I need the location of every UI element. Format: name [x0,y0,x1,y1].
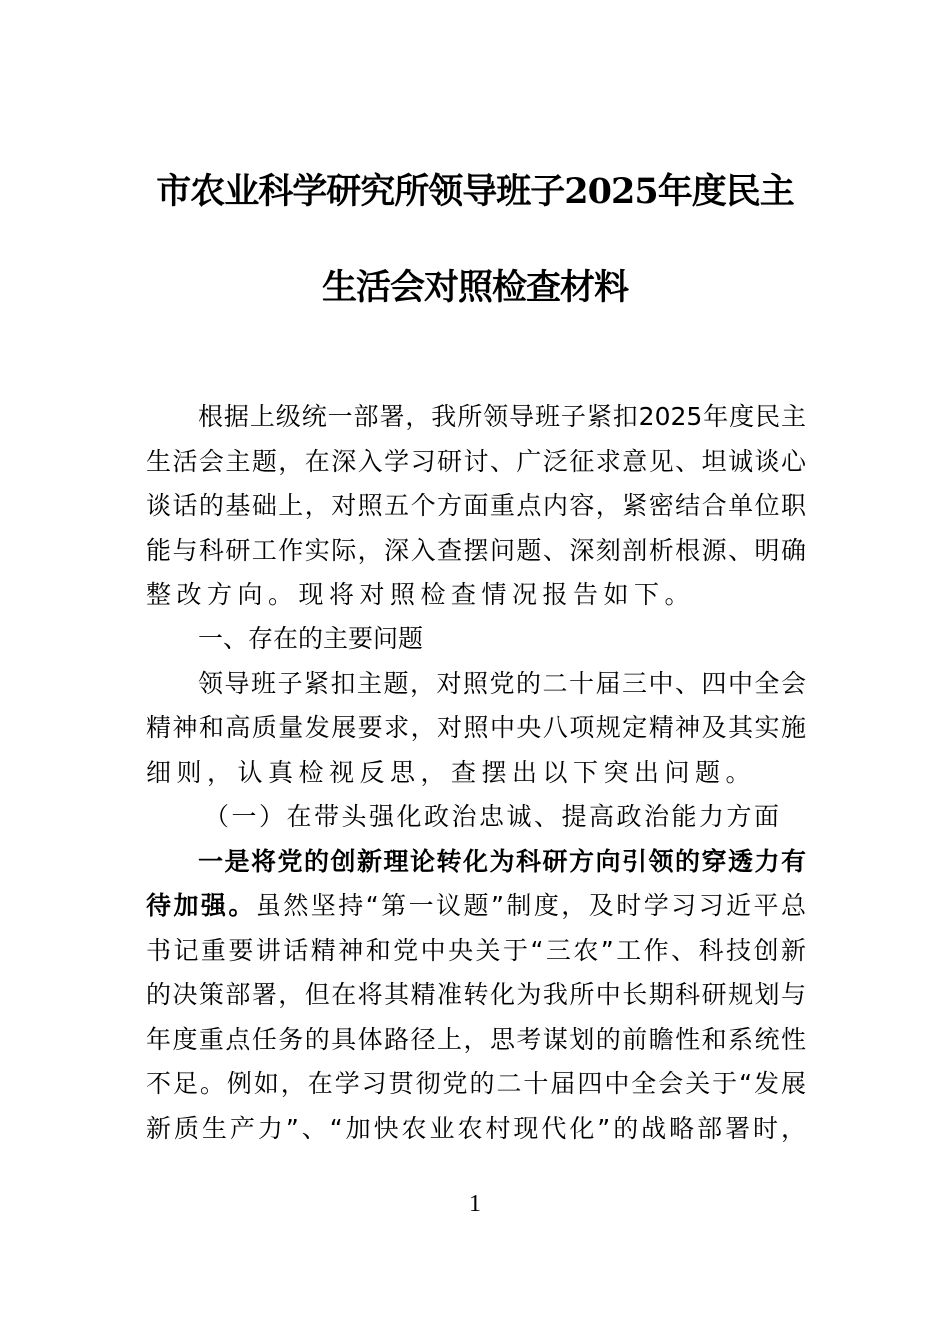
subsection-heading: （一）在带头强化政治忠诚、提高政治能力方面 [204,802,782,831]
intro-paragraph-line: 整改方向。现将对照检查情况报告如下。 [146,580,696,609]
point-paragraph-line: 书记重要讲话精神和党中央关于“三农”工作、科技创新 [146,936,806,965]
point-paragraph-text: 虽然坚持“第一议题”制度，及时学习习近平总 [255,891,806,920]
intro-paragraph-line: 生活会主题，在深入学习研讨、广泛征求意见、坦诚谈心 [146,447,806,476]
document-title-line-2: 生活会对照检查材料 [321,267,628,308]
point-paragraph-line: 新质生产力”、“加快农业农村现代化”的战略部署时， [146,1114,806,1143]
point-bold-heading-line: 一是将党的创新理论转化为科研方向引领的穿透力有 [198,847,806,876]
section-paragraph-line: 领导班子紧扣主题，对照党的二十届三中、四中全会 [198,669,806,698]
document-title-line-1: 市农业科学研究所领导班子2025年度民主 [156,171,794,212]
point-bold-heading-tail: 待加强。 [146,891,256,920]
point-paragraph-line: 年度重点任务的具体路径上，思考谋划的前瞻性和系统性 [146,1025,806,1054]
intro-paragraph-line: 根据上级统一部署，我所领导班子紧扣2025年度民主 [198,402,806,431]
intro-paragraph-line: 能与科研工作实际，深入查摆问题、深刻剖析根源、明确 [146,536,806,565]
intro-paragraph-line: 谈话的基础上，对照五个方面重点内容，紧密结合单位职 [146,491,806,520]
point-paragraph-line: 的决策部署，但在将其精准转化为我所中长期科研规划与 [146,980,806,1009]
section-paragraph-line: 细则，认真检视反思，查摆出以下突出问题。 [146,758,757,787]
page-number: 1 [469,1191,481,1217]
section-heading: 一、存在的主要问题 [198,624,424,653]
point-paragraph-line: 不足。例如，在学习贯彻党的二十届四中全会关于“发展 [146,1069,806,1098]
section-paragraph-line: 精神和高质量发展要求，对照中央八项规定精神及其实施 [146,713,806,742]
point-paragraph-line [146,891,806,921]
